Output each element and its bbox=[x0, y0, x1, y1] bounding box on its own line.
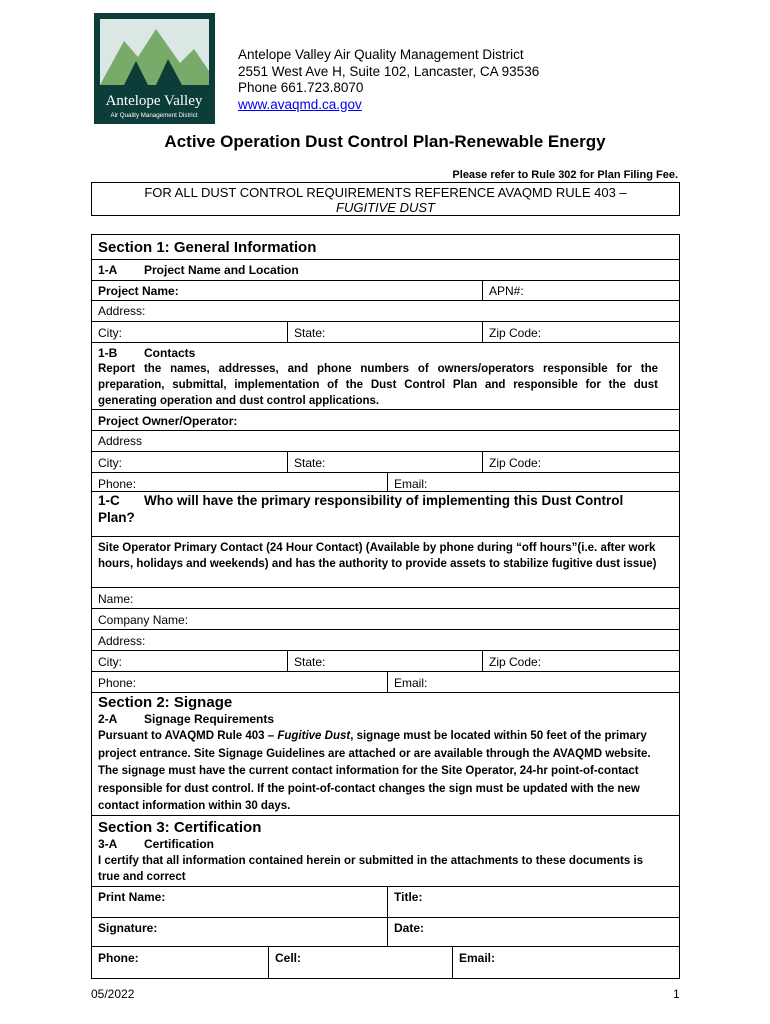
owner-state-label: State: bbox=[294, 456, 326, 470]
owner-zip-field[interactable] bbox=[482, 451, 680, 473]
signature-field[interactable] bbox=[91, 917, 388, 947]
agency-phone: Phone 661.723.8070 bbox=[238, 80, 364, 95]
owner-phone-label: Phone: bbox=[98, 477, 137, 491]
project-state-label: State: bbox=[294, 326, 326, 340]
owner-phone-field[interactable] bbox=[91, 472, 388, 492]
footer-date: 05/2022 bbox=[91, 987, 135, 1001]
section-1-header-cell bbox=[91, 234, 680, 260]
site-state-label: State: bbox=[294, 655, 326, 669]
section-2a-number: 2-A bbox=[98, 712, 118, 726]
signage-text-italic: Fugitive Dust bbox=[277, 730, 351, 742]
page-number: 1 bbox=[673, 987, 680, 1001]
site-email-label: Email: bbox=[394, 676, 428, 690]
agency-address-block bbox=[238, 47, 539, 113]
project-zip-field[interactable] bbox=[482, 321, 680, 343]
site-address-field[interactable] bbox=[91, 629, 680, 651]
apn-field[interactable] bbox=[482, 280, 680, 301]
agency-name: Antelope Valley Air Quality Management District bbox=[238, 47, 524, 62]
section-1a-cell bbox=[91, 259, 680, 281]
project-city-label: City: bbox=[98, 326, 122, 340]
form-title: Active Operation Dust Control Plan-Renewable Energy bbox=[164, 132, 606, 151]
company-name-label: Company Name: bbox=[98, 613, 189, 627]
site-name-label: Name: bbox=[98, 592, 134, 606]
owner-zip-label: Zip Code: bbox=[489, 456, 542, 470]
site-name-field[interactable] bbox=[91, 587, 680, 609]
section-3-heading: Section 3: Certification bbox=[98, 819, 262, 836]
owner-address-field[interactable] bbox=[91, 430, 680, 452]
section-1a-number: 1-A bbox=[98, 263, 118, 277]
section-1a-title: Project Name and Location bbox=[144, 263, 299, 277]
fee-note: Please refer to Rule 302 for Plan Filing Fee. bbox=[452, 169, 678, 181]
section-2-heading: Section 2: Signage bbox=[98, 694, 233, 711]
owner-email-label: Email: bbox=[394, 477, 428, 491]
section-1c-cell bbox=[91, 491, 680, 537]
cert-cell-field[interactable] bbox=[268, 946, 453, 979]
date-field[interactable] bbox=[387, 917, 680, 947]
cert-phone-field[interactable] bbox=[91, 946, 269, 979]
site-email-field[interactable] bbox=[387, 671, 680, 693]
project-address-label: Address: bbox=[98, 304, 146, 318]
cert-email-field[interactable] bbox=[452, 946, 680, 979]
project-owner-label: Project Owner/Operator: bbox=[98, 414, 238, 428]
avaqmd-logo bbox=[94, 13, 215, 124]
owner-email-field[interactable] bbox=[387, 472, 680, 492]
section-2a-title: Signage Requirements bbox=[144, 712, 275, 726]
owner-city-field[interactable] bbox=[91, 451, 288, 473]
section-1c-title-2: Plan? bbox=[98, 510, 135, 525]
section-1c-number: 1-C bbox=[98, 493, 120, 508]
site-city-label: City: bbox=[98, 655, 122, 669]
reference-line-1: FOR ALL DUST CONTROL REQUIREMENTS REFERENCE AVAQMD RULE 403 – bbox=[144, 185, 627, 200]
project-zip-label: Zip Code: bbox=[489, 326, 542, 340]
signature-label: Signature: bbox=[98, 921, 158, 935]
certification-text: I certify that all information contained herein or submitted in the attachments to these documents is true and correct bbox=[98, 855, 644, 883]
owner-state-field[interactable] bbox=[287, 451, 483, 473]
section-1b-number: 1-B bbox=[98, 346, 118, 360]
site-state-field[interactable] bbox=[287, 650, 483, 672]
section-2-cell bbox=[91, 692, 680, 816]
cert-cell-label: Cell: bbox=[275, 951, 302, 965]
project-name-field[interactable] bbox=[91, 280, 483, 301]
project-owner-field[interactable] bbox=[91, 409, 680, 431]
section-1c-title-1: Who will have the primary responsibility of implementing this Dust Control bbox=[144, 493, 624, 508]
section-3-cell bbox=[91, 815, 680, 887]
site-phone-label: Phone: bbox=[98, 676, 137, 690]
print-name-field[interactable] bbox=[91, 886, 388, 918]
company-name-field[interactable] bbox=[91, 608, 680, 630]
project-city-field[interactable] bbox=[91, 321, 288, 343]
project-address-field[interactable] bbox=[91, 300, 680, 322]
project-state-field[interactable] bbox=[287, 321, 483, 343]
cert-email-label: Email: bbox=[459, 951, 496, 965]
section-3a-number: 3-A bbox=[98, 837, 118, 851]
agency-street: 2551 West Ave H, Suite 102, Lancaster, CA 93536 bbox=[238, 63, 540, 79]
section-2-text bbox=[98, 728, 658, 816]
logo-text-sub: Air Quality Management District bbox=[110, 112, 198, 119]
section-1b-text: Report the names, addresses, and phone numbers of owners/operators responsible for the preparation, submittal, implementation of the Dust Control Plan and responsible for the dust generating operation and dust control applications. bbox=[98, 363, 658, 407]
apn-label: APN#: bbox=[489, 284, 524, 298]
section-1b-title: Contacts bbox=[144, 346, 196, 360]
section-1b-cell bbox=[91, 342, 680, 410]
owner-address-label: Address bbox=[98, 434, 143, 448]
agency-website-link[interactable]: www.avaqmd.ca.gov bbox=[238, 96, 362, 112]
reference-box bbox=[91, 182, 680, 216]
reference-line-2: FUGITIVE DUST bbox=[336, 200, 435, 215]
project-name-label: Project Name: bbox=[98, 284, 179, 298]
signage-text-part-1: Pursuant to AVAQMD Rule 403 – bbox=[98, 730, 278, 742]
site-operator-text: Site Operator Primary Contact (24 Hour Contact) (Available by phone during “off hours”(i.e. after work hours, holidays and weekends) and has the authority to provide assets to stabilize fugitive dust issue) bbox=[98, 542, 657, 570]
cert-phone-label: Phone: bbox=[98, 951, 139, 965]
site-city-field[interactable] bbox=[91, 650, 288, 672]
section-3a-title: Certification bbox=[144, 837, 215, 851]
site-address-label: Address: bbox=[98, 634, 146, 648]
logo-text-main: Antelope Valley bbox=[105, 93, 203, 109]
title-label: Title: bbox=[394, 890, 423, 904]
print-name-label: Print Name: bbox=[98, 890, 166, 904]
site-zip-field[interactable] bbox=[482, 650, 680, 672]
site-zip-label: Zip Code: bbox=[489, 655, 542, 669]
owner-city-label: City: bbox=[98, 456, 122, 470]
site-phone-field[interactable] bbox=[91, 671, 388, 693]
section-1-heading: Section 1: General Information bbox=[98, 239, 317, 256]
signage-text-part-2: , signage must be located within 50 feet of the primary project entrance. Site Signage Guidelines are attached or are available through the AVAQMD website. The signage must have the current contact information for the Site Operator, 24-hr point-of-contact responsible for dust control. If the point-of-contact changes the sign must be updated with the new contact information within 30 days. bbox=[98, 730, 651, 812]
site-operator-cell bbox=[91, 536, 680, 588]
title-field[interactable] bbox=[387, 886, 680, 918]
date-label: Date: bbox=[394, 921, 425, 935]
